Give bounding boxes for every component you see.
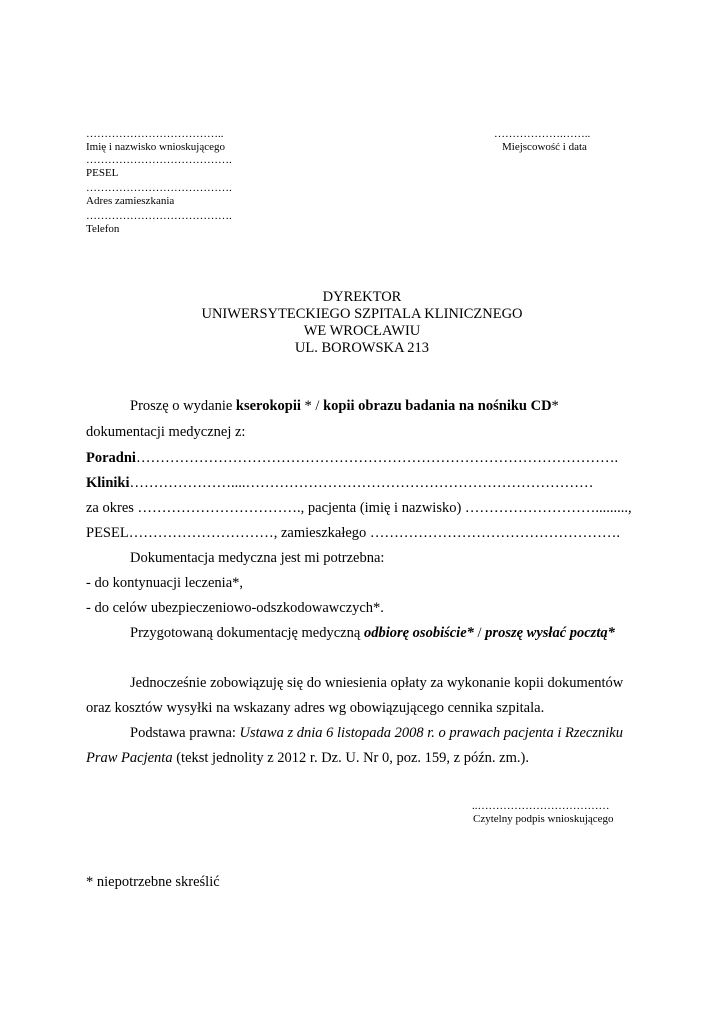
clinic-dots: ………………………………………………………………………………………. — [135, 450, 619, 466]
legal-basis-law1: Ustawa z dnia 6 listopada 2008 r. o prawach pacjenta i Rzeczniku — [239, 725, 623, 741]
applicant-name-dots: ……………………………….. — [86, 128, 224, 140]
purpose-intro: Dokumentacja medyczna jest mi potrzebna: — [130, 550, 385, 566]
pickup-separator: / — [473, 625, 486, 641]
request-prefix: Proszę o wydanie — [130, 398, 236, 414]
pesel-label: PESEL — [86, 167, 119, 179]
addressee-line3: WE WROCŁAWIU — [303, 323, 421, 339]
legal-basis-rest: (tekst jednolity z 2012 r. Dz. U. Nr 0, poz. 159, z późn. zm.). — [172, 750, 529, 766]
purpose-insurance: - do celów ubezpieczeniowo-odszkodowawczych*. — [86, 600, 384, 616]
clinic-line — [86, 449, 618, 467]
footnote: * niepotrzebne skreślić — [86, 874, 220, 890]
request-star: * — [551, 398, 559, 414]
applicant-name-label: Imię i nazwisko wnioskującego — [86, 141, 225, 153]
legal-basis-line2 — [86, 749, 529, 767]
purpose-treatment: - do kontynuacji leczenia*, — [86, 575, 244, 591]
legal-basis-prefix: Podstawa prawna: — [130, 725, 240, 741]
pickup-prefix: Przygotowaną dokumentację medyczną — [130, 625, 364, 641]
ward-line — [86, 474, 594, 492]
addressee-line2: UNIWERSYTECKIEGO SZPITALA KLINICZNEGO — [201, 306, 523, 322]
phone-dots: …………………………………. — [86, 210, 232, 222]
period-patient-line: za okres ……………………………., pacjenta (imię i nazwisko) ………………………........., — [86, 500, 632, 516]
request-line — [130, 397, 559, 415]
pesel-residence-line: PESEL…………………………, zamieszkałego ……………………………………………. — [86, 525, 621, 541]
request-copy: kserokopii — [235, 398, 301, 414]
request-cd: kopii obrazu badania na nośniku CD — [323, 398, 552, 414]
docs-line: dokumentacji medycznej z: — [86, 424, 246, 440]
legal-basis-line1 — [130, 724, 623, 742]
signature-label: Czytelny podpis wnioskującego — [473, 813, 614, 825]
place-date-dots: ……………….…….. — [494, 128, 591, 140]
request-separator: * / — [300, 398, 324, 414]
clinic-label: Poradni — [86, 450, 136, 466]
pickup-mail: proszę wysłać pocztą* — [485, 625, 615, 641]
fee-line1: Jednocześnie zobowiązuję się do wniesienia opłaty za wykonanie kopii dokumentów — [130, 675, 624, 691]
pesel-dots: …………………………………. — [86, 154, 232, 166]
addressee-line1: DYREKTOR — [322, 289, 402, 305]
address-label: Adres zamieszkania — [86, 195, 175, 207]
address-dots: …………………………………. — [86, 182, 232, 194]
place-date-label: Miejscowość i data — [502, 141, 587, 153]
fee-line2: oraz kosztów wysyłki na wskazany adres wg obowiązującego cennika szpitala. — [86, 700, 545, 716]
legal-basis-law2: Praw Pacjenta — [86, 750, 173, 766]
ward-dots: …………………....……………………………………………………………… — [129, 475, 594, 491]
pickup-line — [130, 624, 615, 642]
addressee-line4: UL. BOROWSKA 213 — [294, 340, 430, 356]
phone-label: Telefon — [86, 223, 120, 235]
pickup-personal: odbiorę osobiście* — [363, 625, 474, 641]
ward-label: Kliniki — [86, 475, 130, 491]
signature-dots: ..……………………………… — [472, 800, 610, 812]
